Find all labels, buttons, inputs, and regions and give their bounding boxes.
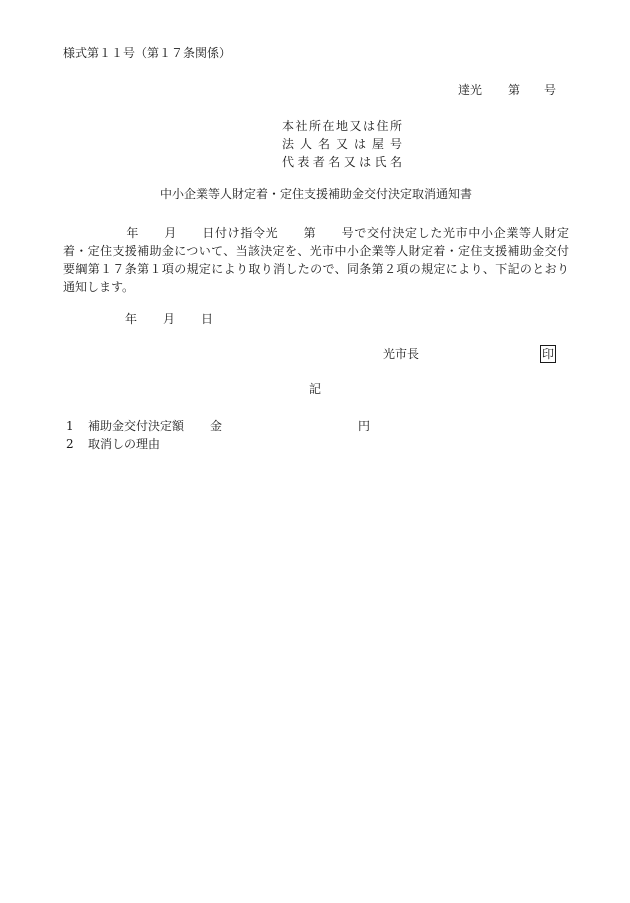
item-label: 取消しの理由 [88,437,161,451]
document-reference-number [458,84,556,96]
recipient-representative: 代表者名又は氏名 [282,155,402,169]
recipient-address: 本社所在地又は住所 [282,119,402,133]
body-line: 年 月 日付け指令光 第 号で交付決定した光市中小企業等人財定 [63,226,569,240]
item-amount-prefix: 金 [210,419,223,433]
list-item [66,420,370,438]
issuer-name: 光市長 [383,347,420,361]
date-day-label: 日 [201,312,214,326]
seal-stamp-box: 印 [541,347,554,361]
date-year-label: 年 [125,312,138,326]
body-line: 通知します。 [63,280,135,294]
body-line: 着・定住支援補助金について、当該決定を、光市中小企業等人財定着・定住支援補助金交付 [63,244,569,258]
document-title: 中小企業等人財定着・定住支援補助金交付決定取消通知書 [160,187,473,201]
items-list [66,420,370,456]
item-amount-suffix: 円 [358,419,371,433]
ki-heading: 記 [309,382,322,396]
form-number: 様式第１１号（第１７条関係） [63,46,232,60]
list-item [66,438,370,456]
date-month-label: 月 [163,312,176,326]
body-paragraph [63,224,569,296]
issue-date [125,313,213,325]
item-number: 1 [66,419,74,433]
reference-prefix: 達光 [458,83,483,97]
recipient-block [282,120,402,174]
reference-dai: 第 [508,83,521,97]
recipient-company-name: 法人名又は屋号 [282,137,402,151]
item-number: 2 [66,437,74,451]
item-label: 補助金交付決定額 [88,419,185,433]
body-line: 要綱第１７条第１項の規定により取り消したので、同条第２項の規定により、下記のとおり [63,262,569,276]
reference-gou: 号 [544,83,557,97]
